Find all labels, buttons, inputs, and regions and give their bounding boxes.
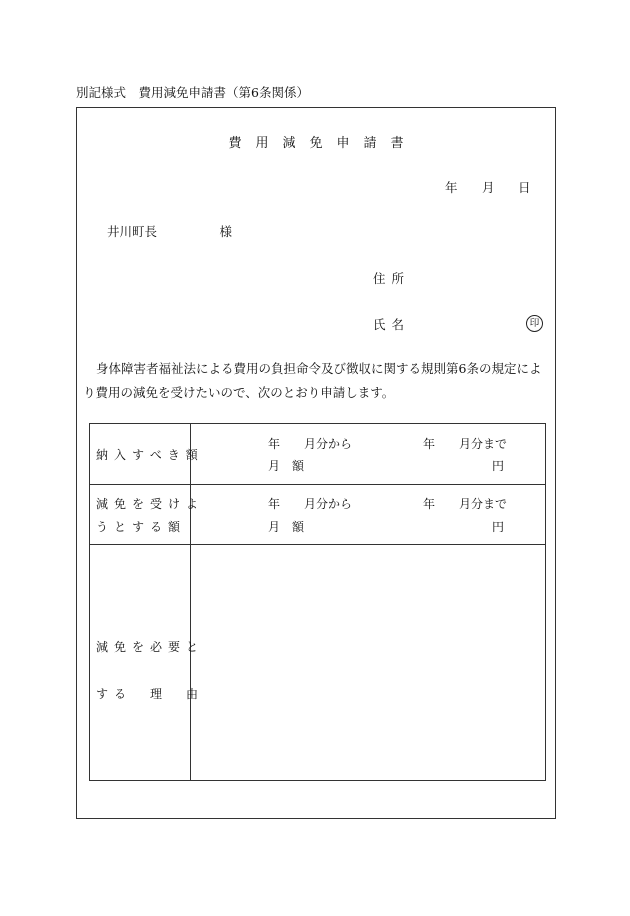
- detail-table: [89, 423, 546, 781]
- monthly-amount-label: 月 額: [268, 520, 305, 534]
- date-month-label: 月: [482, 180, 495, 195]
- monthly-amount-label: 月 額: [268, 459, 305, 473]
- yen-unit: 円: [492, 520, 505, 534]
- form-caption: 別記様式 費用減免申請書（第6条関係）: [76, 85, 309, 100]
- row-label-reason-line-1: 減免を必要と: [96, 640, 205, 654]
- row-label-payable-amount: 納入すべき額: [96, 448, 204, 462]
- reason-entry-area[interactable]: [191, 545, 545, 780]
- application-statement: 身体障害者福祉法による費用の負担命令及び徴収に関する規則第6条の規定により費用の減免を受けたいので、次のとおり申請します。: [83, 361, 542, 400]
- period-from: 年 月分から: [268, 497, 353, 511]
- row-label-reduction-amount-line-1: 減免を受けよ: [96, 497, 205, 511]
- seal-icon: 印: [526, 315, 543, 332]
- name-label: 氏名: [373, 317, 411, 332]
- date-day-label: 日: [518, 180, 531, 195]
- application-form: [76, 107, 556, 819]
- address-label: 住所: [373, 271, 411, 286]
- yen-unit: 円: [492, 459, 505, 473]
- row-label-reason-line-2: する 理 由: [96, 687, 205, 701]
- date-year-label: 年: [445, 180, 458, 195]
- period-to: 年 月分まで: [423, 437, 508, 451]
- form-title: 費用減免申請書: [228, 136, 418, 151]
- table-divider-row-1: [90, 484, 545, 485]
- period-from: 年 月分から: [268, 437, 353, 451]
- addressee: 井川町長 様: [107, 224, 233, 239]
- period-to: 年 月分まで: [423, 497, 508, 511]
- row-label-reduction-amount-line-2: うとする額: [96, 520, 187, 534]
